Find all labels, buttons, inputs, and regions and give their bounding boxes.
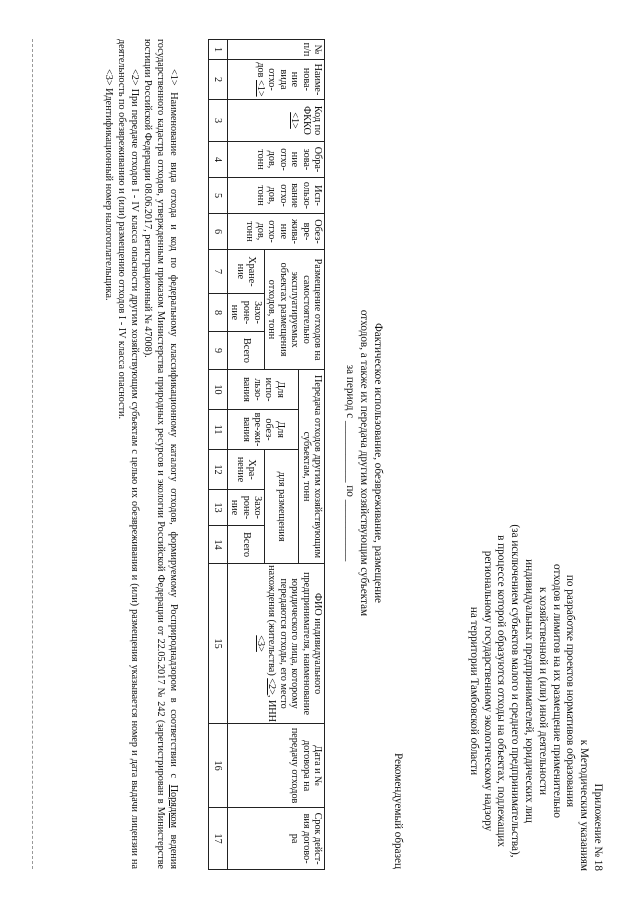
footnote-text: ведения государственного кадастра отходов, утвержденным приказом Министерства природных ресурсов и экологии Российской Федерации от 22.05.2017 № 242 (зарегистрирован в Министерстве юстиции Российской Федерации 08.06.2017, регистрационный № 47008). bbox=[142, 38, 179, 869]
header-line: региональному государственному экологическому надзору bbox=[481, 550, 494, 831]
footnote-ref: <1> bbox=[254, 79, 266, 97]
column-number: 11 bbox=[208, 409, 227, 449]
column-number: 8 bbox=[208, 293, 227, 331]
header-cell: Хране-ние bbox=[227, 249, 264, 293]
header-cell: Всего bbox=[227, 331, 264, 369]
column-number: 12 bbox=[208, 449, 227, 489]
header-line: отходов и лимитов на их размещение применительно bbox=[550, 563, 563, 818]
header-text: Наиме-нова-ние вида отхо-дов bbox=[254, 61, 323, 95]
header-cell: Хра-нение bbox=[227, 449, 264, 489]
header-line: Приложение № 18 bbox=[592, 782, 604, 871]
column-number: 9 bbox=[208, 331, 227, 369]
footnote-3: <3> Идентификационный номер налогоплательщика. bbox=[103, 68, 114, 301]
column-number: 13 bbox=[208, 489, 227, 525]
header-cell bbox=[227, 59, 324, 99]
header-text: ФИО индивидуального предпринимателя, наименование юридического лица, которому передаются отходы, его место нахождения (жительства) bbox=[266, 564, 323, 715]
footnote-ref: <1> bbox=[289, 111, 301, 129]
footnote-ref: <2> bbox=[266, 677, 278, 695]
header-cell: Обез-вре-жива-ние отхо-дов, тонн bbox=[227, 213, 324, 249]
header-cell bbox=[227, 99, 324, 141]
header-text: , ИНН bbox=[266, 694, 278, 722]
column-number: 17 bbox=[208, 807, 227, 869]
header-cell: Дата и № договора на передачу отходов bbox=[227, 723, 324, 807]
header-text: Код по ФККО bbox=[300, 105, 323, 135]
header-cell: Размещение отходов на самостоятельно эксплуатируемых объектах размещения отходов, тонн bbox=[264, 249, 324, 369]
header-line: в процессе которой образуются отходы на объектах, подлежащих bbox=[495, 534, 508, 847]
header-cell: Передача отходов другим хозяйствующим субъектам, тонн bbox=[299, 369, 325, 563]
header-cell: Захо-роне-ние bbox=[227, 293, 264, 331]
header-line: к Методическим указаниям bbox=[578, 739, 591, 871]
column-number: 3 bbox=[208, 99, 227, 141]
column-number: 14 bbox=[208, 525, 227, 563]
table-header-row bbox=[299, 39, 325, 869]
rotated-content bbox=[30, 23, 610, 883]
header-line: по разработке проектов нормативов образования bbox=[564, 574, 577, 807]
recommended-sample-label: Рекомендуемый образец bbox=[392, 752, 404, 869]
footnote-2: <2> При передаче отходов I - IV класса опасности другим хозяйствующим субъектам с целью их обезвреживания и (или) размещения указывается номер и дата выдачи лицензии на деятельность по обезвреживанию и (или) размещению отходов I - IV класса опасности. bbox=[116, 38, 140, 869]
title-period: за период с ___________ по ___________ bbox=[344, 364, 357, 561]
header-line: к хозяйственной и (или) иной деятельности bbox=[536, 586, 549, 795]
column-number: 2 bbox=[208, 59, 227, 99]
header-cell: Обра-зова-ние отхо-дов, тонн bbox=[227, 141, 324, 177]
waste-table bbox=[208, 39, 325, 870]
header-cell: Исп-ользо-вание отхо-дов, тонн bbox=[227, 177, 324, 213]
header-cell: Срок дейст-вия догово-ра bbox=[227, 807, 324, 869]
appendix-header bbox=[466, 511, 604, 871]
footnote-text: <1> Наименование вида отхода и код по федеральному классификационному каталогу отходов, формируемому Росприроднадзором в соответствии с bbox=[168, 68, 179, 778]
footnote-ref: <3> bbox=[254, 634, 266, 652]
header-line: индивидуальных предпринимателей, юридических лиц bbox=[523, 558, 536, 823]
header-line: на территории Тамбовской области bbox=[467, 606, 480, 775]
column-number: 6 bbox=[208, 213, 227, 249]
header-line: (за исключением субъектов малого и среднего предпринимательства), bbox=[509, 523, 522, 858]
footnote-1 bbox=[141, 39, 180, 869]
document-title bbox=[343, 263, 384, 663]
column-number: 15 bbox=[208, 563, 227, 723]
header-cell: Всего bbox=[227, 525, 264, 563]
header-cell: № п/п bbox=[227, 39, 324, 59]
page-bottom-rule bbox=[32, 39, 33, 869]
title-line: Фактическое использование, обезвреживание, размещение bbox=[372, 322, 384, 603]
column-number: 4 bbox=[208, 141, 227, 177]
column-number: 1 bbox=[208, 39, 227, 59]
header-cell: для размещения bbox=[264, 449, 298, 563]
column-number: 5 bbox=[208, 177, 227, 213]
header-cell: Для испо-льзо-вания bbox=[227, 369, 298, 409]
footnotes bbox=[102, 39, 180, 869]
column-number-row bbox=[208, 39, 227, 869]
column-number: 10 bbox=[208, 369, 227, 409]
column-number: 16 bbox=[208, 723, 227, 807]
header-cell: Для обез-вре-жи-вания bbox=[227, 409, 298, 449]
order-link[interactable]: Порядком bbox=[168, 784, 179, 828]
header-cell bbox=[227, 563, 324, 723]
column-number: 7 bbox=[208, 249, 227, 293]
header-cell: Захо-роне-ние bbox=[227, 489, 264, 525]
title-line: отходов, а также их передача другим хозяйствующим субъектам bbox=[358, 309, 371, 616]
